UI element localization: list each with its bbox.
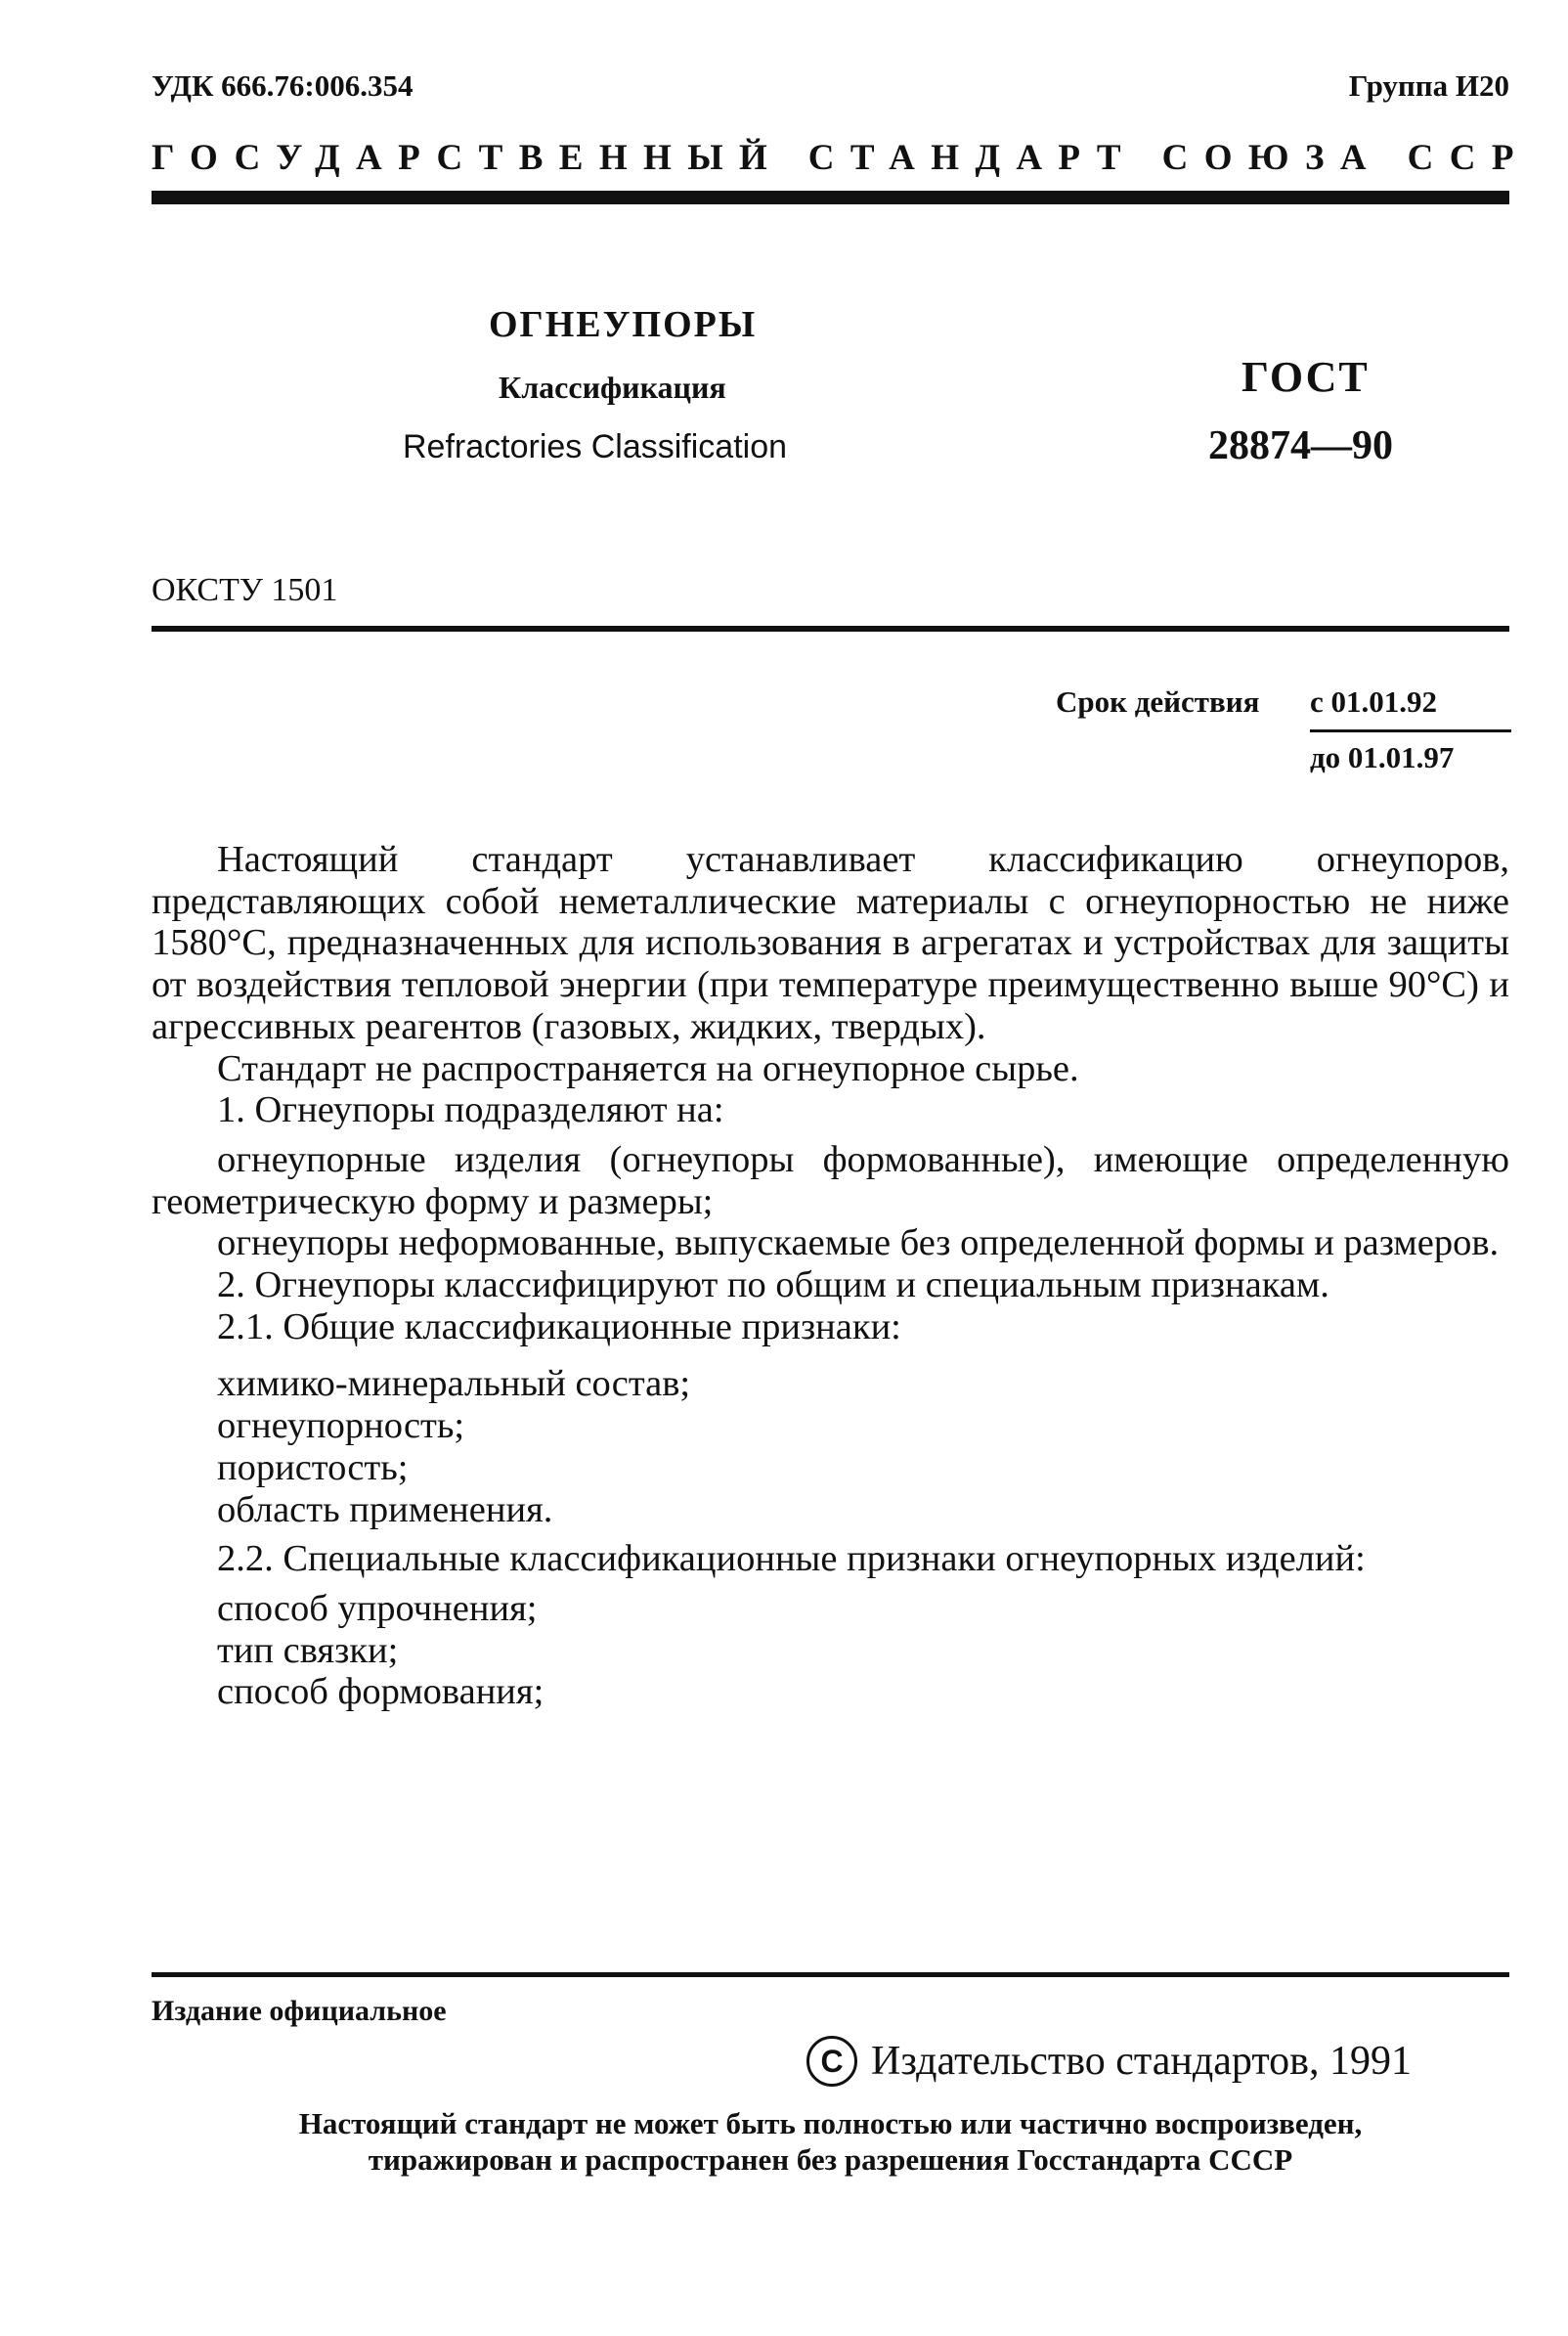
clause-1: 1. Огнеупоры подразделяют на: <box>217 1089 724 1131</box>
okstu-divider <box>152 626 1509 632</box>
validity-from: с 01.01.92 <box>1310 684 1438 719</box>
gost-number: 28874—90 <box>1208 423 1393 468</box>
copyright-text: Издательство стандартов, 1991 <box>871 2039 1412 2084</box>
copyright-icon: C <box>806 2036 857 2087</box>
document-subtitle: Классификация <box>499 370 726 405</box>
list-item: химико-минеральный состав; <box>217 1363 691 1405</box>
validity-underline <box>1310 729 1511 732</box>
official-edition: Издание официальное <box>152 1995 447 2027</box>
clause-2-2: 2.2. Специальные классификационные признаки огнеупорных изделий: <box>217 1538 1366 1580</box>
document-title: ОГНЕУПОРЫ <box>489 304 758 345</box>
state-standard-title: ГОСУДАРСТВЕННЫЙ СТАНДАРТ СОЮЗА ССР <box>152 138 1530 178</box>
footer-divider <box>152 1972 1509 1977</box>
paragraph-exclusion: Стандарт не распространяется на огнеупорное сырье. <box>217 1047 1079 1089</box>
list-item: тип связки; <box>217 1629 399 1671</box>
list-item: огнеупорность; <box>217 1405 465 1447</box>
okstu-code: ОКСТУ 1501 <box>152 572 338 608</box>
clause-2-1: 2.1. Общие классификационные признаки: <box>217 1305 901 1347</box>
list-item: область применения. <box>217 1488 553 1530</box>
clause-1-item-shaped: огнеупорные изделия (огнеупоры формованные), имеющие определенную геометрическую форму и размеры; <box>152 1138 1509 1222</box>
notice-line: Настоящий стандарт не может быть полностью или частично воспроизведен, <box>298 2106 1363 2140</box>
clause-2: 2. Огнеупоры классифицируют по общим и специальным признакам. <box>217 1264 1329 1306</box>
udk-code: УДК 666.76:006.354 <box>152 68 414 103</box>
notice-line: тиражирован и распространен без разрешения Госстандарта СССР <box>368 2142 1293 2177</box>
clause-1-item-unshaped: огнеупоры неформованные, выпускаемые без определенной формы и размеров. <box>217 1222 1500 1264</box>
validity-to: до 01.01.97 <box>1310 740 1455 774</box>
gost-label: ГОСТ <box>1241 353 1370 401</box>
reproduction-notice <box>152 2105 1509 2178</box>
list-item: способ формования; <box>217 1671 544 1713</box>
group-code: Группа И20 <box>1348 68 1509 103</box>
list-item: способ упрочнения; <box>217 1587 538 1629</box>
validity-label: Срок действия <box>1056 684 1260 719</box>
body-text <box>152 839 1509 1713</box>
list-item: пористость; <box>217 1446 409 1488</box>
english-title: Refractories Classification <box>403 428 788 465</box>
copyright-line <box>806 2036 1412 2087</box>
paragraph-scope: Настоящий стандарт устанавливает классификацию огнеупоров, представляющих собой неметаллические материалы с огнеупорностью не ниже 1580°С, предназначенных для использования в агрегатах и устройствах для защиты от воздействия тепловой энергии (при температуре преимущественно выше 90°С) и агрессивных реагентов (газовых, жидких, твердых). <box>152 839 1509 1047</box>
header-divider <box>152 191 1509 204</box>
